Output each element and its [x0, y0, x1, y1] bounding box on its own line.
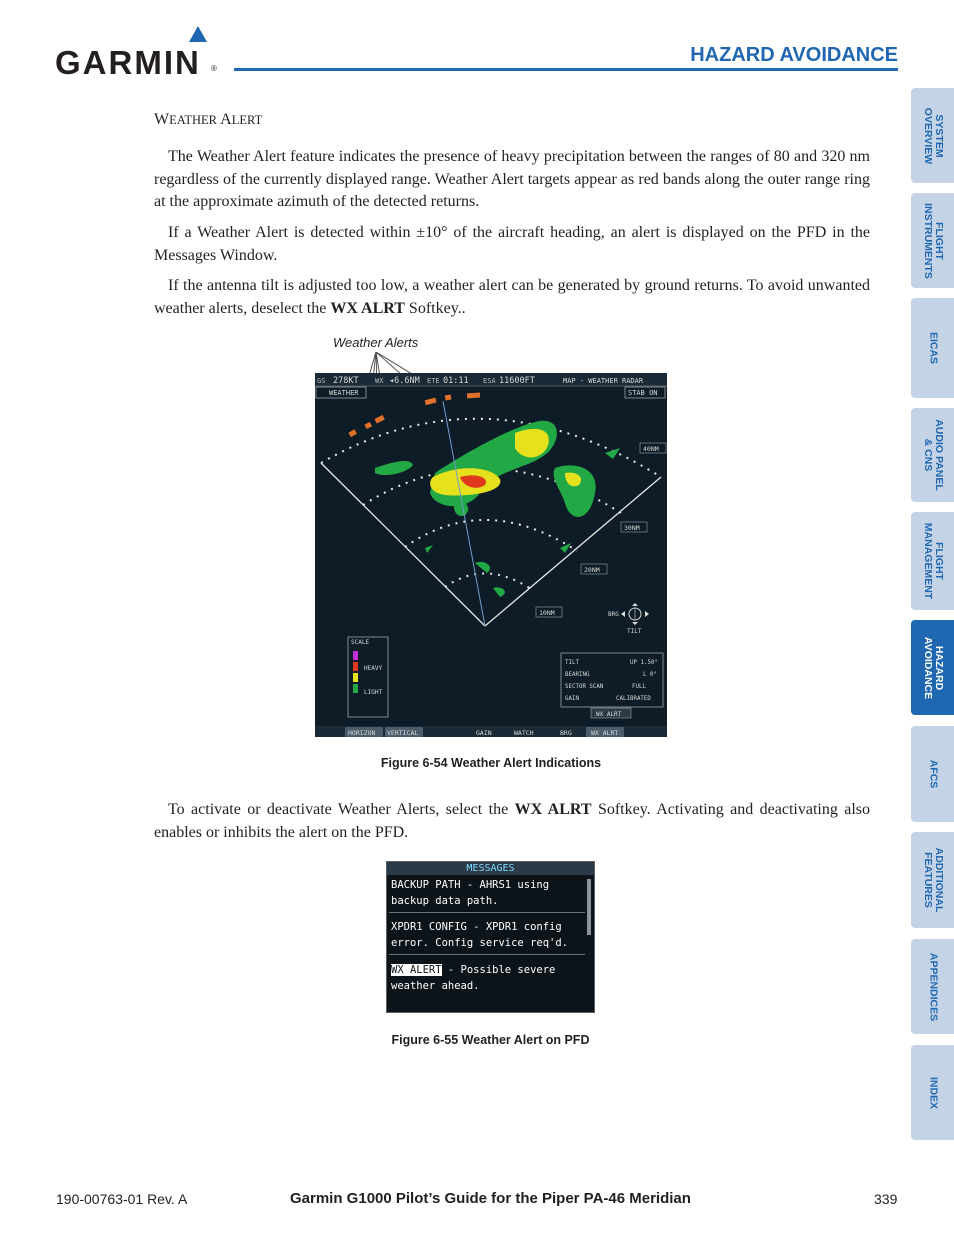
tab-label: AFCS [927, 759, 939, 789]
footer-title: Garmin G1000 Pilot’s Guide for the Piper PA-46 Meridian [290, 1190, 691, 1207]
tilt-label: TILT [627, 628, 642, 635]
scale-title: SCALE [351, 639, 370, 646]
info-value: CALIBRATED [616, 696, 651, 702]
tab-flight-management[interactable] [911, 512, 954, 610]
tab-label: FLIGHT MANAGEMENT [921, 522, 945, 600]
wx-value: ◂6.6NM [389, 376, 420, 386]
figure-6-55-caption: Figure 6-55 Weather Alert on PFD [391, 1033, 590, 1047]
page-number: 339 [874, 1191, 898, 1207]
figure-6-54-caption: Figure 6-54 Weather Alert Indications [380, 756, 602, 770]
tab-label: SYSTEM OVERVIEW [921, 107, 945, 164]
weather-alert-bands [348, 393, 480, 438]
info-value: UP 1.50° [630, 660, 658, 666]
tab-label: AUDIO PANEL & CNS [921, 419, 945, 491]
range-label-20: 20NM [584, 566, 600, 574]
info-key: GAIN [565, 696, 579, 702]
pfd-messages-window [386, 861, 595, 1013]
scale-heavy-label: HEAVY [364, 665, 383, 672]
header-rule [234, 68, 898, 71]
ete-label: ETE [427, 377, 440, 385]
tab-label: HAZARD AVOIDANCE [921, 636, 945, 699]
section-title: WEATHER ALERT [154, 111, 263, 128]
range-label-10: 10NM [539, 609, 555, 617]
bearing-line [443, 401, 485, 626]
scale-light-label: LIGHT [364, 689, 383, 696]
registered-mark: ® [211, 64, 217, 73]
tab-hazard-avoidance[interactable] [911, 620, 954, 715]
tab-label: INDEX [927, 1076, 939, 1109]
scale-green [353, 684, 358, 693]
section-header-title: HAZARD AVOIDANCE [690, 44, 898, 66]
messages-title: MESSAGES [387, 862, 594, 875]
scale-red [353, 662, 358, 671]
esa-value: 11600FT [499, 376, 535, 386]
weather-alerts-callout: Weather Alerts [333, 335, 419, 350]
message-xpdr-config: XPDR1 CONFIG - XPDR1 config error. Config service req'd. [391, 921, 569, 949]
paragraph-tilt: If the antenna tilt is adjusted too low, a weather alert can be generated by ground returns. To avoid unwanted weather alerts, deselect the WX ALRT Softkey.. [154, 277, 870, 317]
tab-label: ADDITIONAL FEATURES [921, 847, 945, 913]
range-label-40: 40NM [643, 445, 659, 453]
weather-radar-figure [315, 373, 667, 737]
softkey-watch[interactable]: WATCH [514, 729, 534, 737]
messages-scrollbar[interactable] [587, 879, 591, 935]
tilt-bearing-indicator [608, 603, 649, 635]
range-label-30: 30NM [624, 524, 640, 532]
radar-display [315, 373, 667, 737]
softkey-wx-alrt[interactable]: WX ALRT [591, 729, 619, 737]
softkey-horizon[interactable]: HORIZON [348, 729, 376, 737]
wx-label: WX [375, 377, 384, 385]
softkey-name: WX ALRT [514, 801, 592, 818]
tab-audio-panel-cns[interactable] [911, 408, 954, 502]
softkey-brg[interactable]: BRG [560, 729, 572, 737]
gs-label: GS [317, 377, 326, 385]
softkey-vertical[interactable]: VERTICAL [387, 729, 419, 737]
paragraph-pfd-alert: If a Weather Alert is detected within ±10° of the aircraft heading, an alert is displayed on the PFD in the Messages Window. [154, 224, 870, 264]
info-key: TILT [565, 660, 579, 666]
tab-label: APPENDICES [927, 952, 939, 1021]
scale-yellow [353, 673, 358, 682]
tab-appendices[interactable] [911, 939, 954, 1034]
logo-triangle-icon [189, 26, 207, 42]
brg-label: BRG [608, 611, 619, 618]
softkey-gain[interactable]: GAIN [476, 729, 492, 737]
stab-label: STAB ON [628, 389, 658, 397]
esa-label: ESA [483, 377, 496, 385]
message-wx-alert: WX ALERT - Possible severe weather ahead. [391, 964, 556, 992]
tab-index[interactable] [911, 1045, 954, 1140]
gs-value: 278KT [333, 376, 359, 386]
paragraph-activate: To activate or deactivate Weather Alerts, select the WX ALRT Softkey. Activating and deactivating also enables or inhibits the alert on the PFD. [154, 801, 871, 841]
message-backup-path: BACKUP PATH - AHRS1 using backup data path. [391, 879, 550, 907]
tab-eicas[interactable] [911, 298, 954, 398]
range-arc-10 [445, 573, 531, 589]
info-key: BEARING [565, 672, 590, 678]
tab-afcs[interactable] [911, 726, 954, 822]
map-title: MAP - WEATHER RADAR [563, 377, 644, 385]
tab-label: EICAS [927, 331, 939, 365]
scale-magenta [353, 651, 358, 660]
ete-value: 01:11 [443, 376, 469, 386]
footer-doc-number: 190-00763-01 Rev. A [56, 1191, 188, 1207]
tab-system-overview[interactable] [911, 88, 954, 183]
message-divider [389, 912, 585, 913]
softkey-name: WX ALRT [330, 299, 405, 317]
garmin-logo [55, 24, 220, 81]
tab-flight-instruments[interactable] [911, 193, 954, 288]
info-value: FULL [632, 684, 646, 690]
wx-alert-tag: WX ALERT [391, 964, 442, 976]
wx-alrt-tag: WX ALRT [596, 711, 622, 718]
message-divider [389, 954, 585, 955]
info-value: L 0° [643, 672, 657, 678]
info-key: SECTOR SCAN [565, 684, 604, 690]
logo-wordmark: GARMIN [55, 44, 201, 81]
weather-mode-label: WEATHER [329, 389, 359, 397]
paragraph-intro: The Weather Alert feature indicates the presence of heavy precipitation between the ranges of 80 and 320 nm regardless of the currently displayed range. Weather Alert targets appear as red bands along the outer range ring at the approximate azimuth of the detected returns. [154, 148, 870, 210]
tab-label: FLIGHT INSTRUMENTS [921, 202, 945, 279]
tab-additional-features[interactable] [911, 832, 954, 928]
